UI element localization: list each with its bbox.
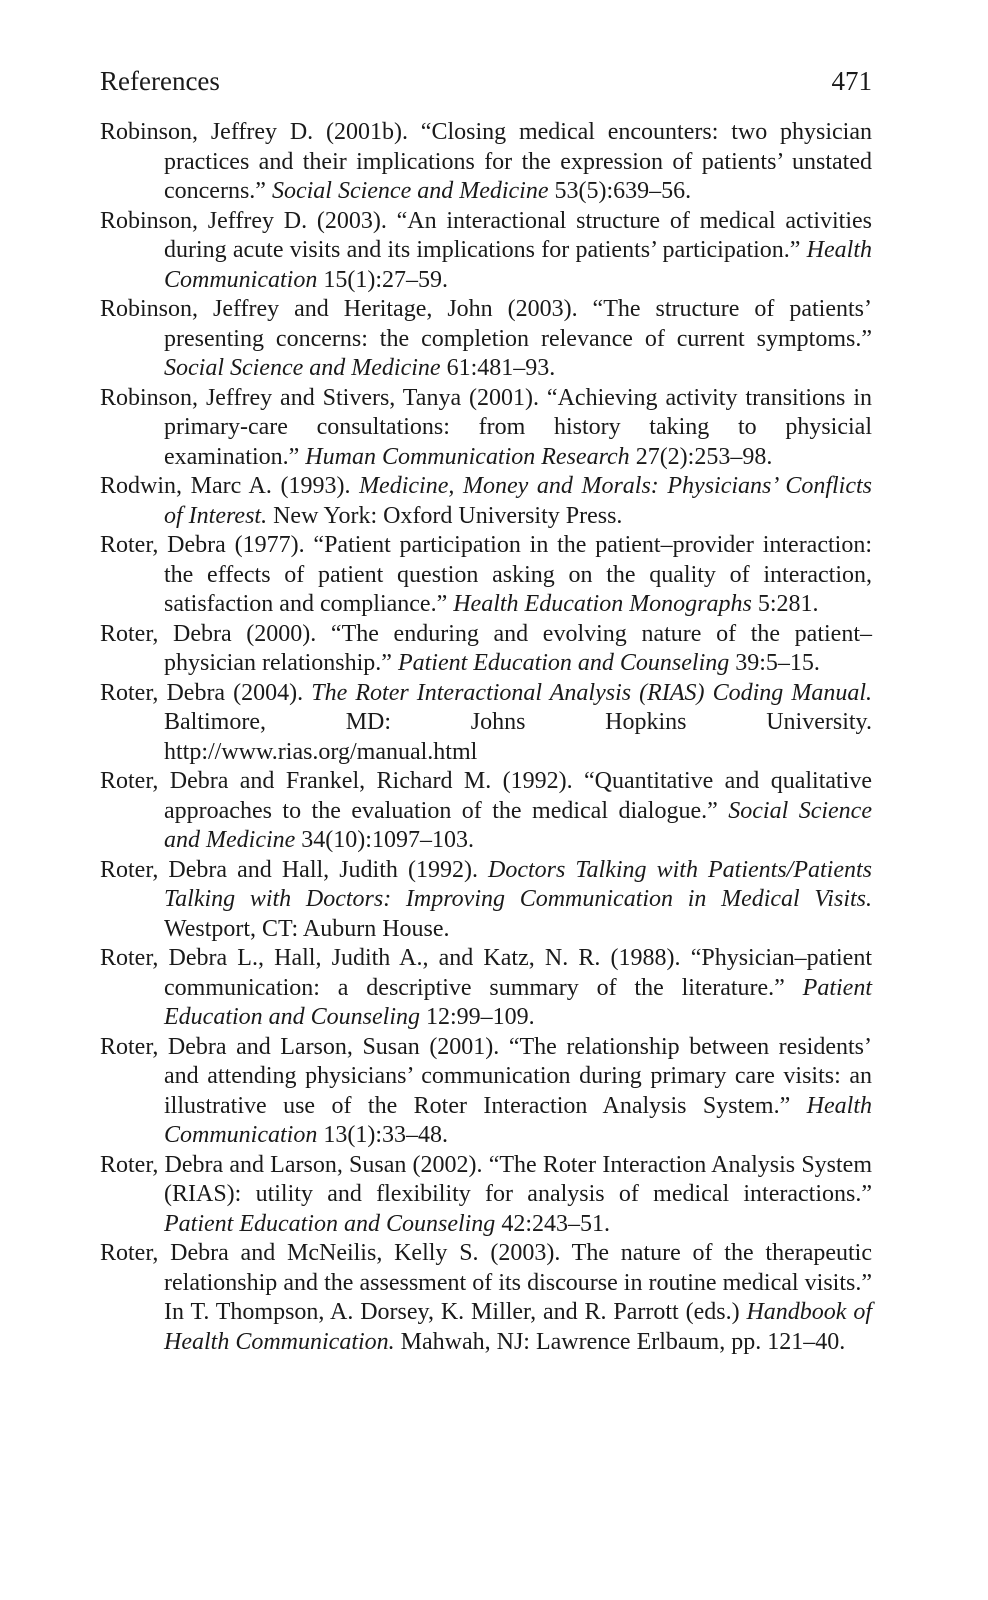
reference-entry: Roter, Debra and Larson, Susan (2002). “The Roter Interaction Analysis System (RIAS): utility and flexibility for analysis of medical interactions.” Patient Education and Counseling 42:243–51. xyxy=(100,1151,872,1237)
reference-entry: Roter, Debra and McNeilis, Kelly S. (2003). The nature of the therapeutic relationship and the assessment of its discourse in routine medical visits.” In T. Thompson, A. Dorsey, K. Miller, and R. Parrott (eds.) Handbook of Health Communication. Mahwah, NJ: Lawrence Erlbaum, pp. 121–40. xyxy=(100,1240,872,1355)
reference-list xyxy=(100,118,872,1357)
reference-entry: Roter, Debra (2000). “The enduring and evolving nature of the patient–physician relationship.” Patient Education and Counseling 39:5–15. xyxy=(100,620,872,676)
reference-entry: Roter, Debra and Hall, Judith (1992). Doctors Talking with Patients/Patients Talking with Doctors: Improving Communication in Medical Visits. Westport, CT: Auburn House. xyxy=(100,856,872,942)
reference-entry: Roter, Debra L., Hall, Judith A., and Katz, N. R. (1988). “Physician–patient communication: a descriptive summary of the literature.” Patient Education and Counseling 12:99–109. xyxy=(100,945,872,1030)
reference-entry: Robinson, Jeffrey and Heritage, John (2003). “The structure of patients’ presenting concerns: the completion relevance of current symptoms.” Social Science and Medicine 61:481–93. xyxy=(100,296,872,381)
reference-entry: Robinson, Jeffrey and Stivers, Tanya (2001). “Achieving activity transitions in primary-care consultations: from history taking to physicial examination.” Human Communication Research 27(2):253–98. xyxy=(100,384,872,470)
reference-entry: Roter, Debra and Larson, Susan (2001). “The relationship between residents’ and attending physicians’ communication during primary care visits: an illustrative use of the Roter Interaction Analysis System.” Health Communication 13(1):33–48. xyxy=(100,1033,872,1148)
reference-entry: Roter, Debra (2004). The Roter Interactional Analysis (RIAS) Coding Manual. Baltimore, MD: Johns Hopkins University. http://www.rias.org/manual.html xyxy=(100,679,872,765)
section-title: References xyxy=(100,66,220,96)
reference-entry: Robinson, Jeffrey D. (2001b). “Closing medical encounters: two physician practices and their implications for the expression of patients’ unstated concerns.” Social Science and Medicine 53(5):639–56. xyxy=(100,119,872,204)
book-page xyxy=(100,64,872,1357)
reference-entry: Robinson, Jeffrey D. (2003). “An interactional structure of medical activities during acute visits and its implications for patients’ participation.” Health Communication 15(1):27–59. xyxy=(100,207,872,293)
page-number: 471 xyxy=(831,66,872,96)
running-head xyxy=(100,64,872,98)
reference-entry: Roter, Debra and Frankel, Richard M. (1992). “Quantitative and qualitative approaches to the evaluation of the medical dialogue.” Social Science and Medicine 34(10):1097–103. xyxy=(100,768,872,853)
reference-entry: Roter, Debra (1977). “Patient participation in the patient–provider interaction: the effects of patient question asking on the quality of interaction, satisfaction and compliance.” Health Education Monographs 5:281. xyxy=(100,532,872,617)
reference-entry: Rodwin, Marc A. (1993). Medicine, Money and Morals: Physicians’ Conflicts of Interest. New York: Oxford University Press. xyxy=(100,473,872,529)
